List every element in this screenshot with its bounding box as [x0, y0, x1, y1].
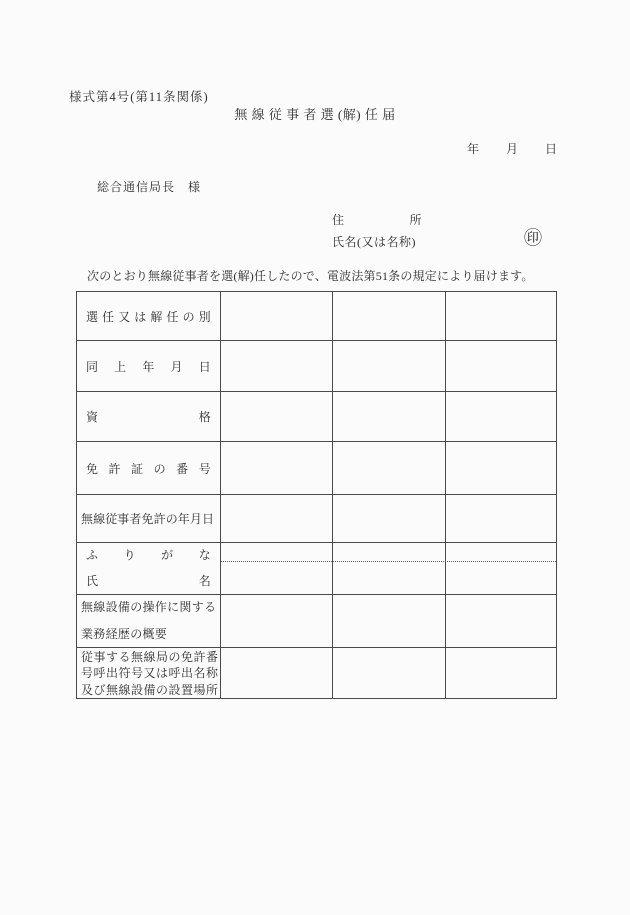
data-cell: [446, 292, 556, 341]
data-cell: [333, 392, 446, 442]
label-license-number: 免 許 証 の 番 号: [77, 442, 221, 495]
seal-mark: ㊞: [524, 228, 542, 248]
data-cell: [446, 341, 556, 392]
data-cell: [221, 292, 333, 341]
data-cell: [221, 648, 333, 698]
label-date-of-same: 同 上 年 月 日: [77, 341, 221, 392]
label-furigana-name: ふ り が な 氏 名: [77, 543, 221, 595]
data-cell: [446, 648, 556, 698]
label-appointment-or-dismissal: 選 任 又 は 解 任 の 別: [77, 292, 221, 341]
data-cell: [446, 543, 556, 595]
page-title: 無 線 従 事 者 選 (解) 任 届: [234, 107, 396, 122]
data-cell: [221, 543, 333, 595]
label-qualification: 資 格: [77, 392, 221, 442]
date-line: 年 月 日: [466, 142, 558, 156]
data-cell: [333, 292, 446, 341]
data-cell: [221, 442, 333, 495]
data-cell: [333, 442, 446, 495]
data-cell: [333, 495, 446, 543]
data-cell: [221, 341, 333, 392]
data-cell: [333, 543, 446, 595]
data-cell: [333, 341, 446, 392]
addressee: 総合通信局長 様: [97, 180, 202, 194]
form-number: 様式第4号(第11条関係): [69, 90, 209, 104]
data-cell: [221, 495, 333, 543]
data-cell: [333, 595, 446, 648]
name-label: 氏名(又は名称): [332, 235, 416, 249]
data-cell: [221, 392, 333, 442]
data-cell: [333, 648, 446, 698]
submitter-block: [332, 209, 450, 253]
form-table: [76, 291, 557, 699]
data-cell: [446, 595, 556, 648]
label-work-history: 無線設備の操作に関する 業務経歴の概要: [77, 595, 221, 648]
data-cell: [446, 442, 556, 495]
data-cell: [446, 392, 556, 442]
label-license-date: 無線従事者免許の年月日: [77, 495, 221, 543]
label-station-info: 従事する無線局の免許番 号呼出符号又は呼出名称 及び無線設備の設置場所: [77, 648, 221, 698]
address-label: 住 所: [332, 213, 422, 227]
intro-text: 次のとおり無線従事者を選(解)任したので、電波法第51条の規定により届けます。: [87, 269, 534, 283]
data-cell: [221, 595, 333, 648]
data-cell: [446, 495, 556, 543]
furigana-dotted-line: [221, 561, 556, 562]
